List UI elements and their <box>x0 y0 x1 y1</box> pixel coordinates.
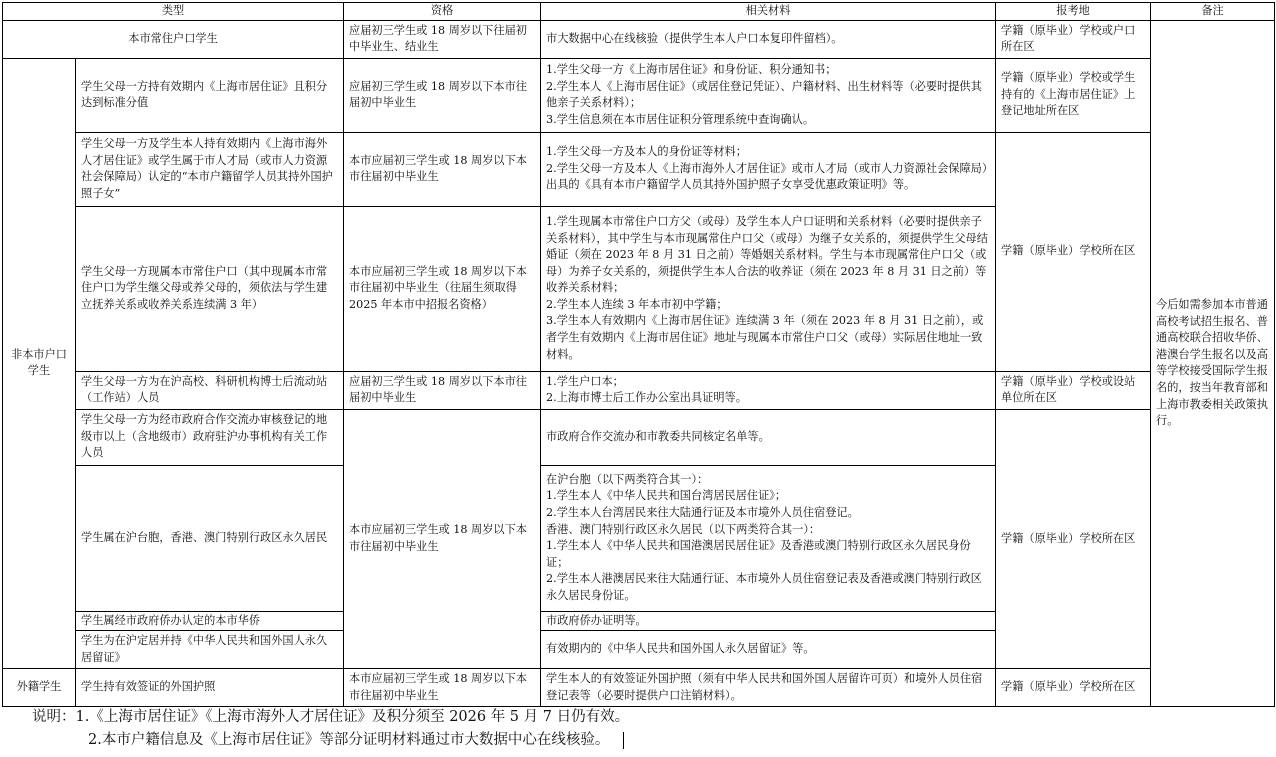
materials-cell: 市大数据中心在线核验（提供学生本人户口本复印件留档）。 <box>541 20 996 58</box>
materials-cell <box>541 465 996 611</box>
material-line: 2.学生本人连续 3 年本市初中学籍； <box>546 297 728 311</box>
qualification-cell: 本市应届初三学生或 18 周岁以下本市往届初中毕业生 <box>344 132 541 206</box>
table-row <box>3 132 1275 206</box>
header-materials: 相关材料 <box>541 3 996 21</box>
table-row <box>3 371 1275 409</box>
group-label-non-local: 非本市户口学生 <box>3 58 76 669</box>
type-cell: 学生为在沪定居并持《中华人民共和国外国人永久居留证》 <box>76 631 344 669</box>
qualification-cell: 本市应届初三学生或 18 周岁以下本市往届初中毕业生（往届生须取得 2025 年本市中招报名资格） <box>344 206 541 371</box>
materials-cell: 学生本人的有效签证外国护照（须有中华人民共和国外国人居留许可页）和境外人员住宿登记表等（必要时提供户口注销材料）。 <box>541 669 996 707</box>
table-row <box>3 58 1275 132</box>
materials-cell: 有效期内的《中华人民共和国外国人永久居留证》等。 <box>541 631 996 669</box>
material-line: 2.学生本人台湾居民来往大陆通行证及本市境外人员住宿登记。 <box>546 505 859 519</box>
materials-cell: 市政府合作交流办和市教委共同核定名单等。 <box>541 409 996 465</box>
qualification-cell: 本市应届初三学生或 18 周岁以下本市往届初中毕业生 <box>344 669 541 707</box>
header-remarks: 备注 <box>1151 3 1275 21</box>
type-cell: 本市常住户口学生 <box>3 20 344 58</box>
table-row <box>3 669 1275 707</box>
materials-cell <box>541 58 996 132</box>
exam-place-cell: 学籍（原毕业）学校或户口所在区 <box>996 20 1151 58</box>
type-cell: 学生父母一方现属本市常住户口（其中现属本市常住户口为学生继父母或养父母的，须依法与学生建立抚养关系或收养关系连续满 3 年） <box>76 206 344 371</box>
table-row <box>3 20 1275 58</box>
header-type: 类型 <box>3 3 344 21</box>
material-line: 1.学生父母一方《上海市居住证》和身份证、积分通知书； <box>546 62 837 76</box>
material-line: 1.学生本人《中华人民共和国港澳居民居住证》及香港或澳门特别行政区永久居民身份证； <box>546 539 971 569</box>
type-cell: 学生父母一方为在沪高校、科研机构博士后流动站（工作站）人员 <box>76 371 344 409</box>
material-line: 1.学生现属本市常住户口方父（或母）及学生本人户口证明和关系材料（必要时提供亲子关系材料），其中学生与本市现属常住户口父（或母）为继子女关系的，须提供学生父母结婚证（须在 2023 年 8 月 31 日之前）等婚姻关系材料。学生与本市现属常住户口父（或母）为养子女关系的，须提供学生本人合法的收养证（须在 2023 年 8 月 31 日之前）等收养关系材料； <box>546 214 988 295</box>
type-cell: 学生父母一方持有效期内《上海市居住证》且积分达到标准分值 <box>76 58 344 132</box>
materials-cell: 市政府侨办证明等。 <box>541 611 996 631</box>
text-cursor <box>623 732 624 749</box>
remark-cell: 今后如需参加本市普通高校考试招生报名、普通高校联合招收华侨、港澳台学生报名以及高等学校接受国际学生报名的，按当年教育部和上海市教委相关政策执行。 <box>1151 20 1275 707</box>
group-label-foreign: 外籍学生 <box>3 669 76 707</box>
qualification-cell: 应届初三学生或 18 周岁以下往届初中毕业生、结业生 <box>344 20 541 58</box>
exam-place-cell: 学籍（原毕业）学校或学生持有的《上海市居住证》上登记地址所在区 <box>996 58 1151 132</box>
materials-cell <box>541 206 996 371</box>
type-cell: 学生父母一方为经市政府合作交流办审核登记的地级市以上（含地级市）政府驻沪办事机构有关工作人员 <box>76 409 344 465</box>
footnote-2-text: 2.本市户籍信息及《上海市居住证》等部分证明材料通过市大数据中心在线核验。 <box>88 732 610 748</box>
type-cell: 学生属在沪台胞，香港、澳门特别行政区永久居民 <box>76 465 344 611</box>
exam-place-cell: 学籍（原毕业）学校所在区 <box>996 409 1151 669</box>
material-line: 香港、澳门特别行政区永久居民（以下两类符合其一）： <box>546 522 821 536</box>
material-line: 在沪台胞（以下两类符合其一）： <box>546 472 709 486</box>
exam-place-cell: 学籍（原毕业）学校所在区 <box>996 669 1151 707</box>
material-line: 2.学生父母一方及本人《上海市海外人才居住证》或市人才局（或市人力资源社会保障局）出具的《具有本市户籍留学人员其持外国护照子女享受优惠政策证明》等。 <box>546 161 988 192</box>
qualification-cell: 应届初三学生或 18 周岁以下本市往届初中毕业生 <box>344 58 541 132</box>
material-line: 2.学生本人《上海市居住证》（或居住登记凭证）、户籍材料、出生材料等（必要时提供其他亲子关系材料）； <box>546 79 982 110</box>
type-cell: 学生父母一方及学生本人持有效期内《上海市海外人才居住证》或学生属于市人才局（或市人力资源社会保障局）认定的“本市户籍留学人员其持外国护照子女” <box>76 132 344 206</box>
materials-cell <box>541 371 996 409</box>
table-row <box>3 409 1275 465</box>
type-cell: 学生持有效签证的外国护照 <box>76 669 344 707</box>
qualification-cell: 应届初三学生或 18 周岁以下本市往届初中毕业生 <box>344 371 541 409</box>
admission-table <box>2 2 1275 707</box>
footnotes <box>32 706 629 752</box>
header-qualification: 资格 <box>344 3 541 21</box>
footnote-2 <box>32 729 629 752</box>
header-exam-place: 报考地 <box>996 3 1151 21</box>
exam-place-cell: 学籍（原毕业）学校或设站单位所在区 <box>996 371 1151 409</box>
material-line: 2.上海市博士后工作办公室出具证明等。 <box>546 391 747 405</box>
material-line: 3.学生本人有效期内《上海市居住证》连续满 3 年（须在 2023 年 8 月 31 日之前），或者学生有效期内《上海市居住证》地址与现属本市常住户口父（或母）实际居住地址一致材料。 <box>546 314 984 361</box>
materials-cell <box>541 132 996 206</box>
table-header-row <box>3 3 1275 21</box>
footnote-1: 说明：1.《上海市居住证》《上海市海外人才居住证》及积分须至 2026 年 5 月 7 日仍有效。 <box>32 709 630 725</box>
type-cell: 学生属经市政府侨办认定的本市华侨 <box>76 611 344 631</box>
material-line: 1.学生父母一方及本人的身份证等材料； <box>546 145 747 159</box>
exam-place-cell: 学籍（原毕业）学校所在区 <box>996 132 1151 371</box>
material-line: 2.学生本人港澳居民来往大陆通行证、本市境外人员住宿登记表及香港或澳门特别行政区永久居民身份证。 <box>546 572 982 602</box>
material-line: 1.学生本人《中华人民共和国台湾居民居住证》； <box>546 489 787 503</box>
material-line: 3.学生信息须在本市居住证积分管理系统中查询确认。 <box>546 112 815 126</box>
material-line: 1.学生户口本； <box>546 374 624 388</box>
qualification-cell: 本市应届初三学生或 18 周岁以下本市往届初中毕业生 <box>344 409 541 669</box>
